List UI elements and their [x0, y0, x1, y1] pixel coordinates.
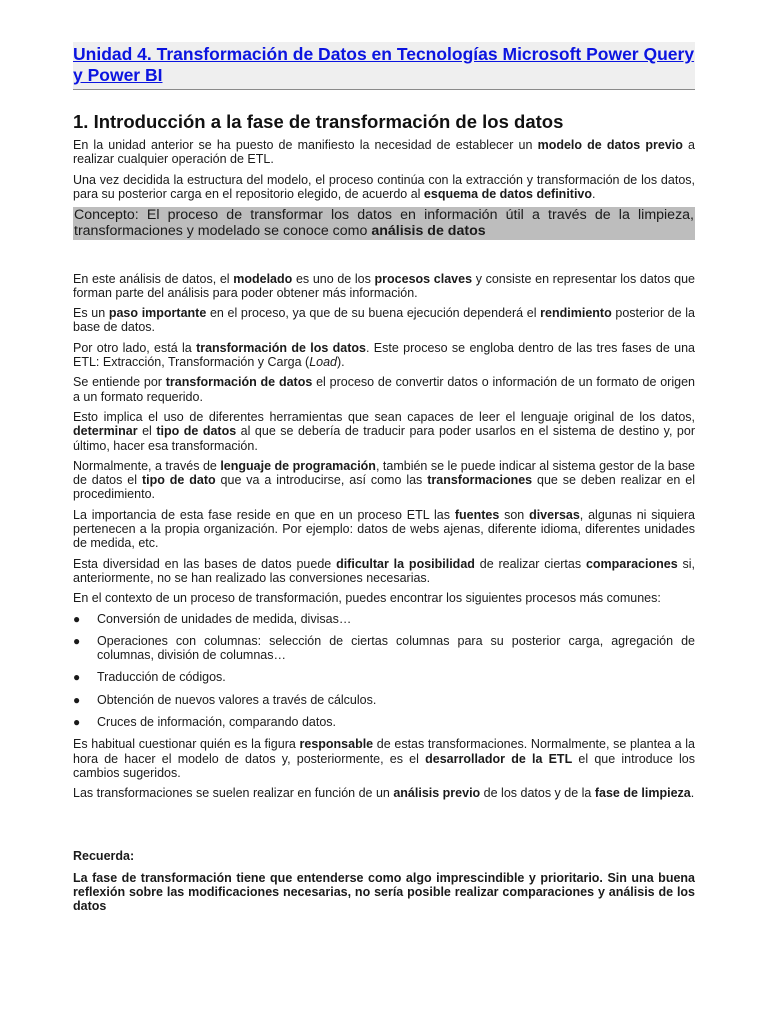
text-run: En este análisis de datos, el: [73, 271, 234, 286]
text-run: al que se debería de traducir para poder usarlos en el sistema de destino y, por último, hacer esa transformación.: [73, 424, 696, 453]
bold-text: modelo de datos previo: [537, 138, 683, 152]
text-run: que se deben realizar en el procedimiento.: [73, 473, 695, 502]
list-item: [73, 634, 695, 663]
bullet-icon: ●: [73, 611, 81, 626]
paragraph: [73, 138, 695, 167]
text-run: en el proceso, ya que de su buena ejecución dependerá el: [206, 306, 541, 321]
bold-text: transformación de datos: [165, 375, 313, 390]
bold-text: determinar: [73, 424, 138, 439]
list-item: [73, 715, 695, 729]
concept-box: [73, 207, 695, 239]
document-page: [73, 42, 695, 913]
text-run: el que introduce los cambios sugeridos.: [73, 751, 695, 780]
bold-text: responsable: [299, 737, 374, 752]
list-item-text: Cruces de información, comparando datos.: [97, 715, 337, 730]
recuerda-title: Recuerda:: [73, 848, 135, 863]
text-run: .: [592, 186, 596, 201]
paragraph: [73, 786, 695, 800]
paragraph: [73, 591, 695, 605]
process-list: [73, 612, 695, 730]
bold-text: tipo de dato: [141, 473, 216, 488]
text-run: Una vez decidida la estructura del modelo, el proceso continúa con la extracción y transformación de los datos, para su posterior carga en el repositorio elegido, de acuerdo al: [73, 172, 695, 201]
text-run: ).: [337, 355, 345, 370]
text-run: Por otro lado, está la: [73, 340, 197, 355]
bold-text: procesos claves: [374, 271, 473, 286]
bold-text: diversas: [529, 507, 580, 522]
text-run: de estas transformaciones. Normalmente, se plantea a la hora de hacer el modelo de datos y, posteriormente, es el: [73, 737, 695, 766]
text-run: de los datos y de la: [480, 786, 595, 801]
paragraph: [73, 341, 695, 370]
bold-text: rendimiento: [540, 306, 612, 321]
text-run: En el contexto de un proceso de transformación, puedes encontrar los siguientes procesos más comunes:: [73, 591, 661, 606]
italic-text: Load: [309, 355, 338, 370]
unit-header: [73, 42, 695, 90]
list-item-text: Obtención de nuevos valores a través de cálculos.: [97, 692, 377, 707]
bullet-icon: ●: [73, 670, 81, 685]
text-run: si, anteriormente, no se han realizado las conversiones necesarias.: [73, 556, 695, 585]
paragraph: [73, 557, 695, 586]
text-run: Las transformaciones se suelen realizar en función de un: [73, 786, 394, 801]
text-run: .: [690, 786, 695, 801]
bullet-icon: ●: [73, 633, 81, 648]
paragraph: [73, 375, 695, 404]
bold-text: fase de limpieza: [594, 786, 691, 801]
list-item-text: Operaciones con columnas: selección de ciertas columnas para su posterior carga, agregación de columnas, división de columnas…: [97, 633, 695, 663]
section-heading: 1. Introducción a la fase de transformación de los datos: [73, 111, 564, 132]
text-run: Esto implica el uso de diferentes herramientas que sean capaces de leer el lenguaje original de los datos,: [73, 409, 695, 424]
paragraph: [73, 459, 695, 502]
list-item: [73, 612, 695, 626]
bold-text: análisis previo: [393, 786, 481, 801]
text-run: son: [499, 507, 530, 522]
text-run: En la unidad anterior se ha puesto de manifiesto la necesidad de establecer un: [73, 138, 538, 152]
list-item: [73, 693, 695, 707]
text-run: , algunas ni siquiera pertenecen a la propia organización. Por ejemplo: datos de webs ajenas, diferente idioma, diferentes unidades de medida, etc.: [73, 507, 696, 551]
bold-text: tipo de datos: [156, 424, 237, 439]
list-item-text: Conversión de unidades de medida, divisas…: [97, 611, 352, 626]
text-run: Esta diversidad en las bases de datos puede: [73, 556, 337, 571]
text-run: que va a introducirse, así como las: [215, 473, 428, 488]
unit-title-link[interactable]: Unidad 4. Transformación de Datos en Tecnologías Microsoft Power Query y Power BI: [73, 44, 695, 85]
bold-text: esquema de datos definitivo: [423, 186, 593, 201]
recuerda-text: La fase de transformación tiene que entenderse como algo imprescindible y prioritario. Sin una buena reflexión sobre las modificaciones necesarias, no sería posible realizar comparaciones y análisis de los datos: [73, 870, 695, 914]
text-run: el: [137, 424, 157, 439]
paragraph: [73, 173, 695, 202]
bold-text: transformación de los datos: [196, 340, 367, 355]
paragraph: [73, 272, 695, 301]
text-run: . Este proceso se engloba dentro de las tres fases de una ETL: Extracción, Transformación y Carga (: [73, 340, 695, 370]
bold-text: comparaciones: [585, 556, 678, 571]
bold-text: paso importante: [108, 306, 207, 321]
text-run: Se entiende por: [73, 375, 166, 390]
paragraph: [73, 737, 695, 780]
text-run: el proceso de convertir datos o información de un formato de origen a un formato requerido.: [73, 375, 695, 404]
bold-text: dificultar la posibilidad: [336, 556, 475, 571]
text-run: y consiste en representar los datos que forman parte del análisis para poder obtener más información.: [73, 271, 695, 300]
bold-text: transformaciones: [427, 473, 533, 488]
text-run: La importancia de esta fase reside en que en un proceso ETL las: [73, 507, 455, 522]
paragraph: [73, 306, 695, 335]
text-run: a realizar cualquier operación de ETL.: [73, 138, 695, 167]
bold-text: desarrollador de la ETL: [425, 751, 573, 766]
text-run: Normalmente, a través de: [73, 458, 221, 473]
list-item: [73, 670, 695, 684]
list-item-text: Traducción de códigos.: [97, 670, 226, 685]
bold-text: análisis de datos: [371, 223, 486, 240]
text-run: de realizar ciertas: [474, 556, 586, 571]
text-run: Es un: [73, 306, 109, 321]
text-run: es uno de los: [292, 271, 375, 286]
text-run: , también se le puede indicar al sistema gestor de la base de datos el: [73, 458, 695, 488]
bold-text: fuentes: [454, 507, 500, 522]
text-run: posterior de la base de datos.: [73, 306, 695, 335]
bullet-icon: ●: [73, 715, 81, 730]
paragraph: [73, 508, 695, 551]
bold-text: modelado: [233, 271, 293, 286]
paragraph: [73, 410, 695, 453]
text-run: Es habitual cuestionar quién es la figura: [73, 737, 300, 752]
bullet-icon: ●: [73, 692, 81, 707]
text-run: Concepto: El proceso de transformar los datos en información útil a través de la limpieza, transformaciones y modelado se conoce como: [74, 207, 694, 240]
bold-text: lenguaje de programación: [220, 458, 376, 473]
